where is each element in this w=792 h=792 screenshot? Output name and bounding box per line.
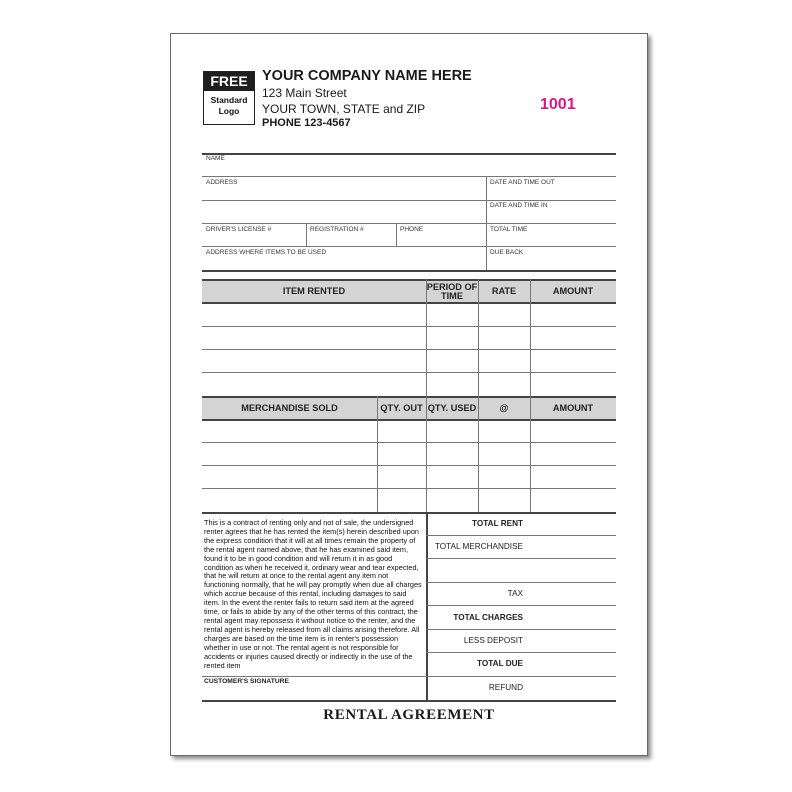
company-street: 123 Main Street — [262, 86, 347, 100]
totals-rule — [426, 558, 616, 559]
terms-top-rule — [202, 512, 616, 514]
rental-col-divider-3 — [530, 279, 531, 402]
header-at: @ — [499, 403, 509, 413]
merch-row-line — [202, 442, 616, 443]
rental-row-line — [202, 326, 616, 327]
less-deposit-label: LESS DEPOSIT — [463, 636, 523, 645]
total-merchandise-label: TOTAL MERCHANDISE — [434, 542, 523, 551]
info-rule-2b — [486, 200, 616, 201]
totals-rule — [426, 535, 616, 536]
logo-line-2: Logo — [218, 106, 240, 116]
company-logo — [203, 71, 255, 125]
form-number: 1001 — [540, 96, 576, 113]
company-city: YOUR TOWN, STATE and ZIP — [262, 102, 426, 116]
rental-row-line — [202, 372, 616, 373]
totals-rule — [426, 582, 616, 583]
document-title: RENTAL AGREEMENT — [323, 707, 495, 723]
info-top-rule — [202, 153, 616, 155]
address-items-label: ADDRESS WHERE ITEMS TO BE USED — [206, 249, 327, 256]
header-amount-merch: AMOUNT — [552, 403, 594, 413]
rental-terms-text: This is a contract of renting only and not of sale, the undersigned renter agrees that he has rented the item(s) herein described upon the express condition that it will at all times remain the property of the rental agent named above, that he has examined said item, found it to be in good condition and will return it in as good condition as when he received it, ordinary wear and tear expected, that he will return at once to the rental agent any item not functioning normally, that he will pay promptly when due all charges which accrue because of this rental, including damages to said item. In the event the renter fails to return said item at the agreed time, or fails to abide by any of the other terms of this contract, the rental agent may repossess it without notice to the renter, and the rental agent is hereby released from all claims arising therefore. All charges are based on the time item is in renter's possession whether in use or not. The rental agent is not responsible for accidents or injuries caused directly or indirectly in the use of the rented item — [204, 518, 422, 670]
merch-row-line — [202, 465, 616, 466]
refund-label: REFUND — [488, 683, 523, 692]
totals-rule — [426, 629, 616, 630]
merch-row-line — [202, 488, 616, 489]
registration-label: REGISTRATION # — [310, 226, 364, 233]
header-period-of-time: PERIOD OF TIME — [426, 281, 478, 301]
info-bottom-rule — [202, 270, 616, 272]
header-item-rented: ITEM RENTED — [282, 286, 346, 296]
total-time-label: TOTAL TIME — [490, 226, 528, 233]
info-rule-3 — [202, 223, 616, 224]
totals-rule — [426, 652, 616, 653]
due-back-label: DUE BACK — [490, 249, 524, 256]
date-time-out-label: DATE AND TIME OUT — [490, 179, 555, 186]
info-divider-phone — [396, 223, 397, 246]
name-field-label: NAME — [206, 155, 225, 162]
drivers-license-label: DRIVER'S LICENSE # — [206, 226, 272, 233]
logo-line-1: Standard — [210, 95, 248, 105]
tax-label: TAX — [507, 589, 523, 598]
merch-col-divider-4 — [530, 396, 531, 512]
info-rule-4 — [202, 246, 616, 247]
rental-col-divider-2 — [478, 279, 479, 402]
total-rent-label: TOTAL RENT — [472, 519, 523, 528]
logo-free-label: FREE — [204, 72, 254, 91]
info-rule-1 — [202, 176, 616, 177]
signature-rule — [202, 676, 616, 677]
info-divider-main — [486, 176, 487, 270]
merch-col-divider-1 — [377, 396, 378, 512]
merch-col-divider-2 — [426, 396, 427, 512]
header-qty-used: QTY. USED — [427, 403, 477, 413]
address-field-label: ADDRESS — [206, 179, 238, 186]
phone-field-label: PHONE — [400, 226, 424, 233]
customer-signature-label: CUSTOMER'S SIGNATURE — [204, 678, 289, 685]
company-phone: PHONE 123-4567 — [262, 117, 351, 129]
info-rule-2a — [202, 200, 486, 201]
rental-row-line — [202, 349, 616, 350]
total-due-label: TOTAL DUE — [477, 659, 523, 668]
totals-divider — [426, 512, 428, 700]
date-time-in-label: DATE AND TIME IN — [490, 202, 548, 209]
header-merchandise-sold: MERCHANDISE SOLD — [241, 403, 338, 413]
header-amount-rental: AMOUNT — [552, 286, 594, 296]
rental-table-header — [202, 279, 616, 304]
rental-col-divider-1 — [426, 279, 427, 402]
info-divider-reg — [306, 223, 307, 246]
header-qty-out: QTY. OUT — [380, 403, 423, 413]
company-name: YOUR COMPANY NAME HERE — [262, 68, 472, 84]
merch-table-header — [202, 396, 616, 421]
header-rate: RATE — [491, 286, 517, 296]
merch-col-divider-3 — [478, 396, 479, 512]
total-charges-label: TOTAL CHARGES — [453, 613, 523, 622]
rental-agreement-form — [170, 33, 648, 756]
totals-rule — [426, 605, 616, 606]
form-bottom-rule — [202, 700, 616, 702]
